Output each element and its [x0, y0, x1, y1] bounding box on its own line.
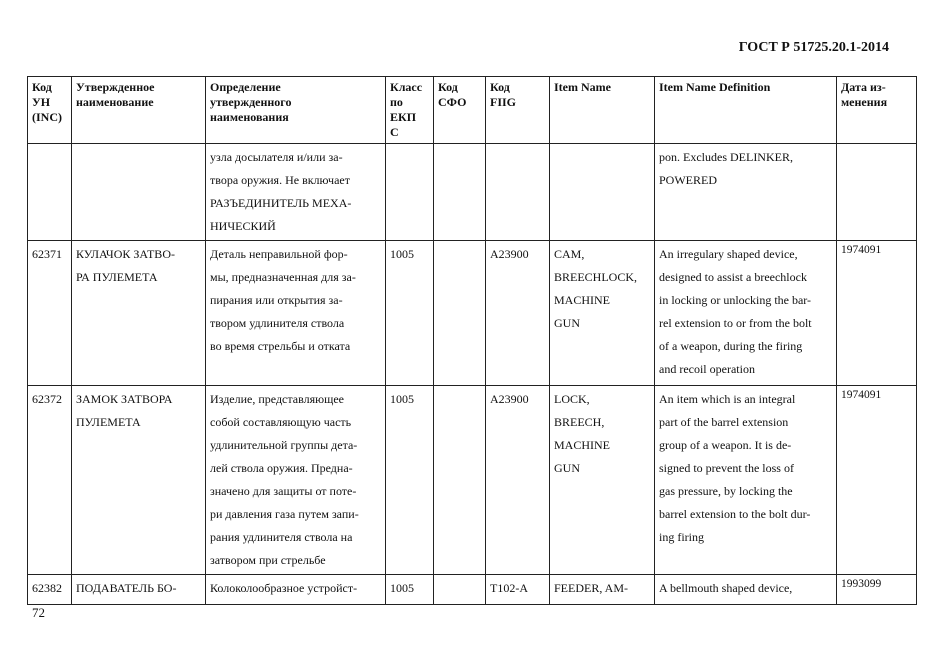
cell-date [837, 144, 917, 241]
cell-date: 1974091 [837, 386, 917, 575]
cell-definition: Изделие, представляющее собой составляющую часть удлинительной группы дета- лей ствола оружия. Предна- значено для защиты от поте- ри давления газа путем запи- рания удлинителя ствола на затвором при стрельбе [206, 386, 386, 575]
column-header-item-definition: Item Name Definition [655, 77, 837, 144]
table-row [28, 575, 917, 605]
table-row [28, 386, 917, 575]
cell-inc [28, 144, 72, 241]
cell-sfo [434, 386, 486, 575]
cell-date: 1993099 [837, 575, 917, 605]
cell-name: ПОДАВАТЕЛЬ БО- [72, 575, 206, 605]
column-header-date: Дата из- менения [837, 77, 917, 144]
column-header-definition: Определение утвержденного наименования [206, 77, 386, 144]
cell-item-name: CAM, BREECHLOCK, MACHINE GUN [550, 241, 655, 386]
cell-fiig [486, 144, 550, 241]
cell-date: 1974091 [837, 241, 917, 386]
cell-definition: узла досылателя и/или за- твора оружия. Не включает РАЗЪЕДИНИТЕЛЬ МЕХА- НИЧЕСКИЙ [206, 144, 386, 241]
cell-item-definition: An item which is an integral part of the barrel extension group of a weapon. It is de- signed to prevent the loss of gas pressure, by locking the barrel extension to the bolt dur- ing firing [655, 386, 837, 575]
page-number: 72 [32, 605, 45, 620]
cell-name [72, 144, 206, 241]
cell-inc: 62371 [28, 241, 72, 386]
cell-fiig: T102-A [486, 575, 550, 605]
cell-item-name: LOCK, BREECH, MACHINE GUN [550, 386, 655, 575]
cell-item-definition: A bellmouth shaped device, [655, 575, 837, 605]
cell-definition: Деталь неправильной фор- мы, предназначенная для за- пирания или открытия за- твором удлинителя ствола во время стрельбы и отката [206, 241, 386, 386]
table-row [28, 144, 917, 241]
cell-class [386, 144, 434, 241]
cell-definition: Колоколообразное устройст- [206, 575, 386, 605]
items-table [27, 76, 917, 605]
cell-sfo [434, 144, 486, 241]
cell-sfo [434, 241, 486, 386]
cell-class: 1005 [386, 575, 434, 605]
cell-item-name: FEEDER, AM- [550, 575, 655, 605]
cell-class: 1005 [386, 241, 434, 386]
cell-class: 1005 [386, 386, 434, 575]
cell-fiig: A23900 [486, 241, 550, 386]
column-header-class: Класс по ЕКП С [386, 77, 434, 144]
column-header-item-name: Item Name [550, 77, 655, 144]
column-header-sfo: Код СФО [434, 77, 486, 144]
cell-item-definition: An irregulary shaped device, designed to assist a breechlock in locking or unlocking the bar- rel extension to or from the bolt of a weapon, during the firing and recoil operation [655, 241, 837, 386]
cell-name: ЗАМОК ЗАТВОРА ПУЛЕМЕТА [72, 386, 206, 575]
table-row [28, 241, 917, 386]
cell-inc: 62382 [28, 575, 72, 605]
document-code: ГОСТ Р 51725.20.1-2014 [738, 40, 889, 55]
cell-inc: 62372 [28, 386, 72, 575]
cell-name: КУЛАЧОК ЗАТВО- РА ПУЛЕМЕТА [72, 241, 206, 386]
table-header-row [28, 77, 917, 144]
cell-fiig: A23900 [486, 386, 550, 575]
column-header-name: Утвержденное наименование [72, 77, 206, 144]
cell-item-definition: pon. Excludes DELINKER, POWERED [655, 144, 837, 241]
column-header-fiig: Код FIIG [486, 77, 550, 144]
cell-item-name [550, 144, 655, 241]
column-header-inc: Код УН (INC) [28, 77, 72, 144]
cell-sfo [434, 575, 486, 605]
